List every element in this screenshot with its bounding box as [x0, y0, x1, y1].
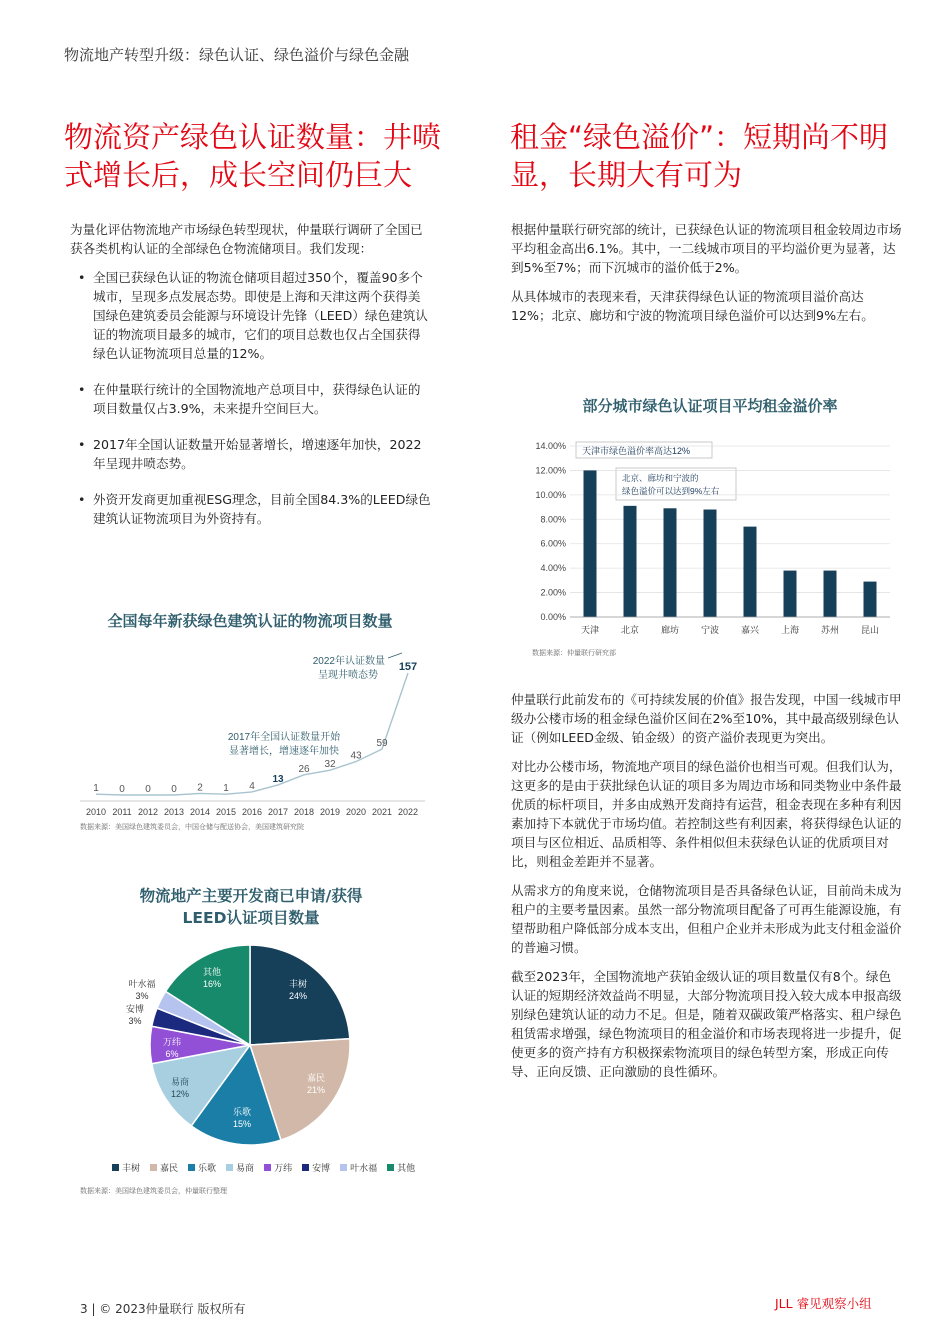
chart2-slice-value: 24% — [288, 991, 308, 1001]
chart3-y-tick-label: 6.00% — [540, 538, 566, 549]
findings-list — [70, 268, 432, 528]
chart2-slice-value: 3% — [135, 991, 149, 1001]
chart3-y-tick-label: 8.00% — [540, 514, 566, 525]
chart3-x-tick-label: 嘉兴 — [740, 625, 760, 635]
chart1-x-tick-label: 2011 — [112, 807, 132, 817]
right-body-top — [511, 220, 903, 335]
legend-label: 叶水福 — [350, 1164, 378, 1174]
chart1-x-tick-label: 2010 — [85, 807, 107, 817]
chart1-x-tick-label: 2012 — [137, 807, 159, 817]
chart1-x-tick-label: 2021 — [371, 807, 393, 817]
chart1-data-label: 1 — [223, 783, 229, 795]
legend-label: 嘉民 — [160, 1164, 179, 1174]
chart1-x-tick-label: 2019 — [319, 807, 341, 817]
chart1-source: 数据来源：美国绿色建筑委员会，中国仓储与配送协会，美国建筑研究院 — [80, 823, 304, 831]
chart3-y-tick-label: 12.00% — [535, 465, 566, 476]
chart2-title — [70, 885, 432, 929]
chart2-slice-label: 丰树 — [288, 979, 308, 989]
paragraph: 对比办公楼市场，物流地产项目的绿色溢价也相当可观。但我们认为，这更多的是由于获批绿色认证的项目多为周边市场和同类物业中条件最优质的标杆项目，并多由成熟开发商持有运营，租金表现在多种有利因素加持下本就优于市场均值。若控制这些有利因素，将获得绿色认证的项目与区位相近、品质相等、条件相似但未获绿色认证的优质项目对比，则租金差距并不显著。 — [511, 759, 902, 869]
chart1-x-tick-label: 2016 — [241, 807, 263, 817]
legend-item — [302, 1161, 330, 1174]
legend-swatch — [112, 1164, 119, 1171]
paragraph: 从需求方的角度来说，仓储物流项目是否具备绿色认证，目前尚未成为租户的主要考量因素。虽然一部分物流项目配备了可再生能源设施，有望帮助租户降低部分成本支出，但租户企业并未形成为此支付租金溢价的普遍习惯。 — [511, 883, 902, 955]
chart2-slice-value: 3% — [128, 1016, 142, 1026]
legend-swatch — [226, 1164, 233, 1171]
left-heading — [64, 118, 464, 194]
chart3-y-tick-label: 4.00% — [540, 563, 566, 574]
chart3-y-tick-label: 0.00% — [540, 612, 566, 622]
legend-item — [150, 1161, 178, 1174]
right-body-bottom — [511, 690, 903, 1091]
chart3-bar — [864, 582, 877, 617]
list-item: • 2017年全国认证数量开始显著增长，增速逐年加快，2022年呈现井喷态势。 — [70, 435, 432, 473]
chart1-data-label: 4 — [249, 780, 255, 792]
chart1-data-label: 1 — [93, 783, 99, 795]
paragraph: 从具体城市的表现来看，天津获得绿色认证的物流项目溢价高达12%；北京、廊坊和宁波的物流项目绿色溢价可以达到9%左右。 — [511, 289, 874, 323]
chart1-data-label: 157 — [398, 661, 418, 673]
footer-copyright: 3 | © 2023仲量联行 版权所有 — [80, 1302, 246, 1316]
chart3-x-tick-label: 天津 — [580, 625, 600, 635]
legend-item — [188, 1161, 216, 1174]
chart1-x-tick-label: 2022 — [397, 807, 419, 817]
chart2-source: 数据来源：美国绿色建筑委员会，仲量联行整理 — [80, 1187, 227, 1195]
chart2-title-line: LEED认证项目数量 — [182, 909, 320, 927]
chart2-slice-label: 叶水福 — [128, 979, 156, 989]
chart3-annotation-1: 天津市绿色溢价率高达12% — [582, 446, 691, 456]
legend-swatch — [188, 1164, 195, 1171]
legend-label: 易商 — [236, 1164, 255, 1174]
footer-brand: JLL 睿见观察小组 — [775, 1296, 872, 1311]
legend-label: 乐歌 — [198, 1164, 217, 1174]
list-item: • 全国已获绿色认证的物流仓储项目超过350个，覆盖90多个城市，呈现多点发展态势。即使是上海和天津这两个获得美国绿色建筑委员会能源与环境设计先锋（LEED）绿色建筑认证的物流项目最多的城市，它们的项目总数也仅占全国获得绿色认证物流项目总量的12%。 — [70, 268, 432, 363]
chart2-title-line: 物流地产主要开发商已申请/获得 — [139, 887, 363, 905]
chart3-title: 部分城市绿色认证项目平均租金溢价率 — [582, 397, 838, 415]
chart1-data-label: 0 — [171, 784, 177, 795]
chart2-slice-label: 安博 — [125, 1004, 145, 1014]
chart2-slice-label: 嘉民 — [306, 1073, 326, 1083]
chart3-y-tick-label: 14.00% — [535, 441, 566, 451]
chart2-pie-chart — [60, 935, 440, 1155]
chart3-bar — [704, 510, 717, 617]
chart1-x-tick-label: 2015 — [215, 807, 237, 817]
intro-paragraph: 为量化评估物流地产市场绿色转型现状，仲量联行调研了全国已获各类机构认证的全部绿色仓物流储项目。我们发现： — [70, 222, 423, 256]
legend-item — [264, 1161, 292, 1174]
chart3-y-tick-label: 2.00% — [540, 587, 566, 598]
chart3-bar — [744, 527, 757, 617]
legend-item — [340, 1161, 377, 1174]
chart2-slice-value: 12% — [170, 1089, 190, 1099]
chart3-x-tick-label: 宁波 — [700, 625, 720, 635]
chart1-data-label: 43 — [350, 750, 362, 762]
chart3-x-tick-label: 苏州 — [820, 625, 840, 635]
chart1-data-label: 13 — [272, 773, 284, 785]
chart2-slice-label: 万纬 — [162, 1037, 182, 1047]
left-heading-line: 物流资产绿色认证数量：井喷 — [64, 120, 442, 154]
legend-swatch — [302, 1164, 309, 1171]
right-heading — [510, 118, 910, 194]
legend-swatch — [264, 1164, 271, 1171]
chart1-data-label: 2 — [197, 782, 203, 794]
legend-swatch — [387, 1164, 394, 1171]
chart1-annotation-2022-line: 2022年认证数量 — [312, 656, 385, 667]
chart2-slice-label: 其他 — [202, 967, 222, 977]
chart1-data-label: 0 — [145, 784, 151, 795]
document-header: 物流地产转型升级：绿色认证、绿色溢价与绿色金融 — [64, 46, 410, 64]
list-item: • 外资开发商更加重视ESG理念，目前全国84.3%的LEED绿色建筑认证物流项目为外资持有。 — [70, 490, 432, 528]
chart3-y-tick-label: 10.00% — [535, 489, 566, 500]
chart3-bar — [584, 470, 597, 617]
chart1-annotation-2017-line: 显著增长，增速逐年加快 — [229, 746, 339, 757]
chart3-bar — [664, 508, 677, 617]
chart3-annotation-2-line: 绿色溢价可以达到9%左右 — [622, 486, 720, 496]
left-body — [70, 220, 432, 545]
chart1-data-label: 0 — [119, 784, 125, 795]
paragraph: 根据仲量联行研究部的统计，已获绿色认证的物流项目租金较周边市场平均租金高出6.1%。其中，一二线城市项目的平均溢价更为显著，达到5%至7%；而下沉城市的溢价低于2%。 — [511, 222, 902, 275]
chart1-annotation-2017-line: 2017年全国认证数量开始 — [227, 732, 341, 743]
chart3-annotation-2-line: 北京、廊坊和宁波的 — [622, 473, 699, 483]
legend-label: 丰树 — [122, 1164, 141, 1174]
chart3-x-tick-label: 北京 — [620, 625, 640, 635]
chart2-slice-value: 21% — [306, 1085, 326, 1095]
chart1-annotation-2022-line: 呈现井喷态势 — [318, 670, 378, 681]
chart1-data-label: 59 — [376, 738, 388, 750]
chart3-bar — [784, 571, 797, 617]
paragraph: 截至2023年，全国物流地产获铂金级认证的项目数量仅有8个。绿色认证的短期经济效益尚不明显，大部分物流项目投入较大成本申报高级别绿色建筑认证的动力不足。但是，随着双碳政策严格落实、租户绿色租赁需求增强，绿色物流项目的租金溢价和市场表现将进一步提升，促使更多的资产持有方积极探索物流项目的绿色转型方案，形成正向传导、正向反馈、正向激励的良性循环。 — [511, 969, 902, 1079]
chart1-x-tick-label: 2013 — [163, 807, 185, 817]
chart3-bar — [624, 506, 637, 617]
chart2-legend — [112, 1161, 415, 1174]
chart1-x-tick-label: 2014 — [189, 807, 211, 817]
chart2-slice-value: 16% — [202, 979, 222, 989]
chart2-slice-label: 乐歌 — [232, 1107, 252, 1117]
chart2-slice-value: 15% — [232, 1119, 252, 1129]
chart3-x-tick-label: 廊坊 — [660, 625, 680, 635]
legend-label: 其他 — [397, 1164, 416, 1174]
chart1-annotation-pointer — [388, 653, 402, 658]
chart1-title: 全国每年新获绿色建筑认证的物流项目数量 — [107, 612, 393, 630]
legend-item — [112, 1161, 140, 1174]
legend-label: 万纬 — [274, 1164, 293, 1174]
right-heading-line: 租金“绿色溢价”：短期尚不明 — [510, 120, 889, 154]
chart1-data-label: 26 — [298, 763, 310, 775]
left-heading-line: 式增长后，成长空间仍巨大 — [64, 158, 413, 192]
chart2-slice-value: 6% — [165, 1049, 179, 1059]
legend-swatch — [340, 1164, 347, 1171]
chart1-x-tick-label: 2018 — [293, 807, 315, 817]
chart3-source: 数据来源：仲量联行研究部 — [532, 649, 616, 657]
chart2-slice-label: 易商 — [170, 1077, 190, 1087]
paragraph: 仲量联行此前发布的《可持续发展的价值》报告发现，中国一线城市甲级办公楼市场的租金绿色溢价区间在2%至10%，其中最高级别绿色认证（例如LEED金级、铂金级）的资产溢价表现更为突出。 — [511, 692, 902, 745]
legend-swatch — [150, 1164, 157, 1171]
chart1-x-tick-label: 2020 — [345, 807, 367, 817]
legend-item — [226, 1161, 254, 1174]
chart1-x-tick-label: 2017 — [267, 807, 289, 817]
legend-item — [387, 1161, 415, 1174]
right-heading-line: 显，长期大有可为 — [510, 158, 743, 192]
chart3-bar — [824, 571, 837, 617]
chart3-bar-chart — [510, 432, 910, 647]
chart1-data-label: 32 — [324, 759, 336, 771]
list-item: • 在仲量联行统计的全国物流地产总项目中，获得绿色认证的项目数量仅占3.9%，未来提升空间巨大。 — [70, 380, 432, 418]
chart3-x-tick-label: 昆山 — [860, 625, 880, 635]
chart3-x-tick-label: 上海 — [780, 625, 800, 635]
chart1-line-chart — [60, 640, 440, 820]
legend-label: 安博 — [312, 1164, 331, 1174]
